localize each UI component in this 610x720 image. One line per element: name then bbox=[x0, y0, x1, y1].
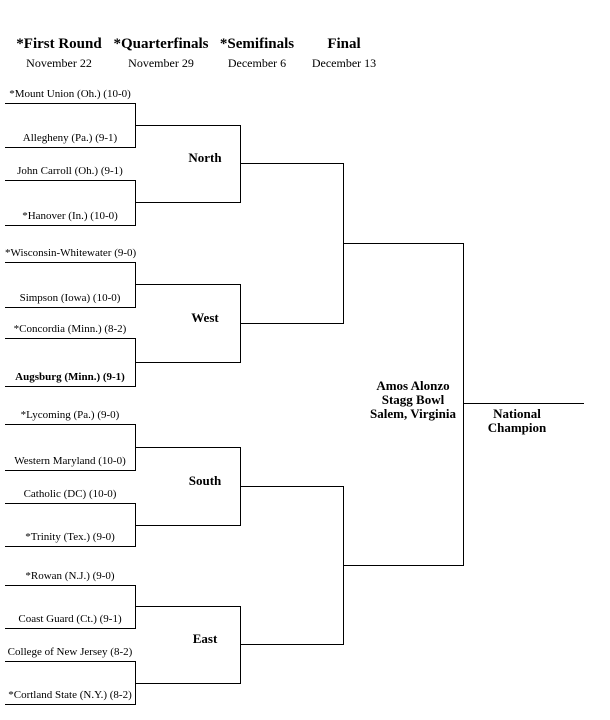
winner-line-west-1 bbox=[135, 284, 240, 285]
winner-line-north-1 bbox=[135, 125, 240, 126]
round-date: December 6 bbox=[227, 56, 287, 70]
winner-line-north-2 bbox=[135, 202, 240, 203]
team-slot-cortland-state: *Cortland State (N.Y.) (8-2) bbox=[5, 688, 135, 705]
team-slot-lycoming: *Lycoming (Pa.) (9-0) bbox=[5, 408, 135, 425]
semifinal-line-south bbox=[240, 486, 343, 487]
team-slot-mount-union: *Mount Union (Oh.) (10-0) bbox=[5, 87, 135, 104]
region-label-south: South bbox=[188, 473, 222, 488]
team-slot-augsburg: Augsburg (Minn.) (9-1) bbox=[5, 370, 135, 387]
round-header-final bbox=[294, 36, 394, 70]
winner-line-south-2 bbox=[135, 525, 240, 526]
round-label: *First Round bbox=[16, 36, 102, 52]
round-date: December 13 bbox=[311, 56, 377, 70]
pair-connector-west-1 bbox=[135, 262, 136, 308]
team-slot-college-of-new-jersey: College of New Jersey (8-2) bbox=[5, 645, 135, 662]
team-slot-rowan: *Rowan (N.J.) (9-0) bbox=[5, 569, 135, 586]
semifinal-line-east bbox=[240, 644, 343, 645]
champion-line-2: Champion bbox=[487, 420, 547, 435]
team-slot-concordia: *Concordia (Minn.) (8-2) bbox=[5, 322, 135, 339]
venue-line-2: Stagg Bowl bbox=[381, 392, 445, 407]
winner-line-west-2 bbox=[135, 362, 240, 363]
round-label: Final bbox=[327, 36, 361, 52]
team-slot-wisconsin-whitewater: *Wisconsin-Whitewater (9-0) bbox=[5, 246, 135, 263]
round-header-first-round bbox=[9, 36, 109, 70]
winner-line-south-1 bbox=[135, 447, 240, 448]
team-slot-trinity: *Trinity (Tex.) (9-0) bbox=[5, 530, 135, 547]
pair-connector-north-2 bbox=[135, 180, 136, 226]
team-slot-coast-guard: Coast Guard (Ct.) (9-1) bbox=[5, 612, 135, 629]
round-label: *Quarterfinals bbox=[113, 36, 209, 52]
final-line-bottom bbox=[343, 565, 463, 566]
champion-line bbox=[463, 403, 584, 404]
venue-line-1: Amos Alonzo bbox=[376, 378, 450, 393]
round-date: November 29 bbox=[128, 56, 194, 70]
region-label-west: West bbox=[191, 310, 219, 325]
final-venue bbox=[353, 379, 473, 421]
qf-connector-north bbox=[240, 125, 241, 203]
round-header-quarterfinals bbox=[111, 36, 211, 70]
team-slot-simpson: Simpson (Iowa) (10-0) bbox=[5, 291, 135, 308]
venue-line-3: Salem, Virginia bbox=[370, 406, 456, 421]
semifinal-line-west bbox=[240, 323, 343, 324]
winner-line-east-2 bbox=[135, 683, 240, 684]
semifinal-line-north bbox=[240, 163, 343, 164]
round-header-semifinals bbox=[207, 36, 307, 70]
team-slot-catholic: Catholic (DC) (10-0) bbox=[5, 487, 135, 504]
qf-connector-east bbox=[240, 606, 241, 684]
team-slot-western-maryland: Western Maryland (10-0) bbox=[5, 454, 135, 471]
round-date: November 22 bbox=[26, 56, 92, 70]
national-champion-label bbox=[457, 407, 577, 435]
team-slot-hanover: *Hanover (In.) (10-0) bbox=[5, 209, 135, 226]
final-line-top bbox=[343, 243, 463, 244]
champion-line-1: National bbox=[493, 406, 541, 421]
team-slot-allegheny: Allegheny (Pa.) (9-1) bbox=[5, 131, 135, 148]
region-label-east: East bbox=[192, 631, 218, 646]
region-label-north: North bbox=[188, 150, 222, 165]
team-slot-john-carroll: John Carroll (Oh.) (9-1) bbox=[5, 164, 135, 181]
pair-connector-east-1 bbox=[135, 585, 136, 629]
round-label: *Semifinals bbox=[219, 36, 295, 52]
winner-line-east-1 bbox=[135, 606, 240, 607]
